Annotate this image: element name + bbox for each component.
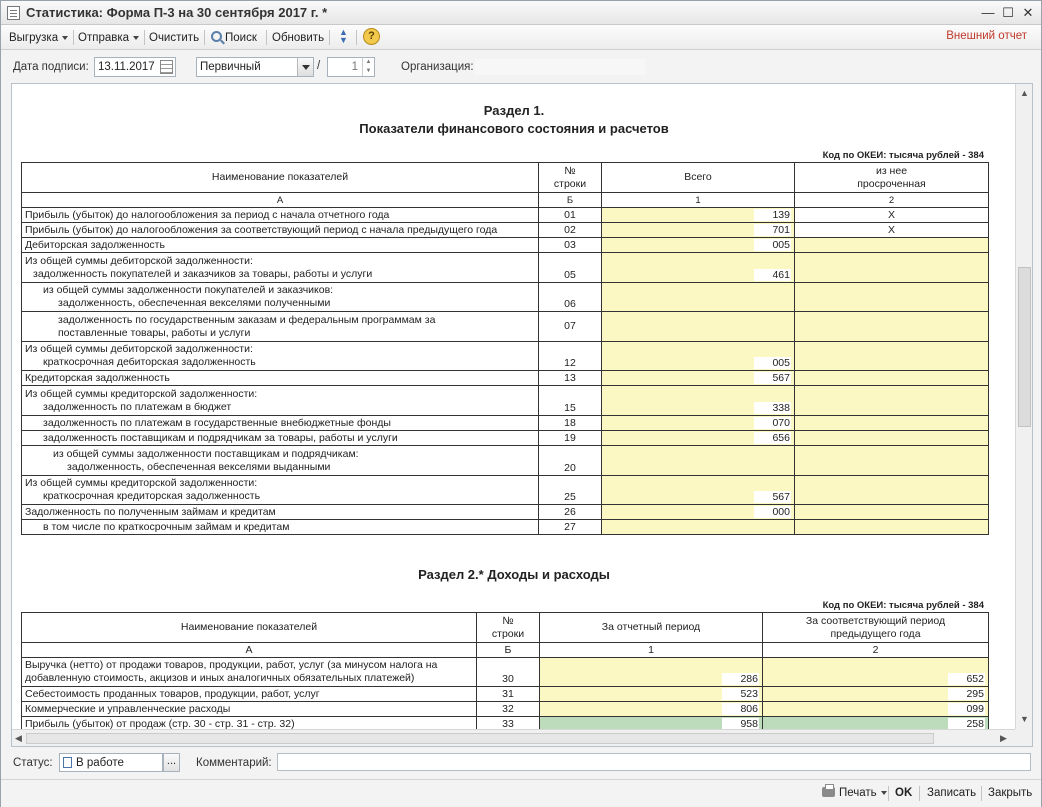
report-type-select[interactable] xyxy=(196,57,314,77)
table-header-row xyxy=(22,163,989,193)
print-menu-button[interactable] xyxy=(822,787,887,799)
save-button[interactable]: Записать xyxy=(927,787,977,799)
row-total-cell[interactable] xyxy=(602,505,795,520)
row-total-cell[interactable] xyxy=(602,386,795,416)
row-current-cell xyxy=(540,717,763,731)
row-name: задолженность поставщикам и подрядчикам за товары, работы и услуги xyxy=(22,431,539,446)
row-name xyxy=(22,283,539,312)
header-name: Наименование показателей xyxy=(22,163,539,193)
close-button[interactable]: Закрыть xyxy=(988,787,1033,799)
row-total-value: 567 xyxy=(754,491,791,503)
table-row xyxy=(22,446,989,476)
row-name: Коммерческие и управленческие расходы xyxy=(22,702,477,717)
print-label: Печать xyxy=(839,787,877,799)
external-report-link[interactable]: Внешний отчет xyxy=(946,30,1027,42)
letter-2: 2 xyxy=(763,643,989,658)
row-total-value: 461 xyxy=(754,269,791,281)
table-row xyxy=(22,238,989,253)
header-prev xyxy=(763,613,989,643)
scroll-left-icon[interactable]: ◀ xyxy=(15,733,22,743)
row-code: 25 xyxy=(539,476,602,505)
section2-okei: Код по ОКЕИ: тысяча рублей - 384 xyxy=(822,600,984,611)
row-name-line2: задолженность, обеспеченная векселями полученными xyxy=(58,297,331,309)
toolbar-divider xyxy=(73,30,74,45)
vertical-scrollbar[interactable] xyxy=(1015,84,1032,730)
table-row xyxy=(22,505,989,520)
status-select-button[interactable]: ... xyxy=(163,753,180,772)
document-icon xyxy=(63,757,72,768)
search-button[interactable] xyxy=(211,29,257,47)
row-code: 32 xyxy=(477,702,540,717)
row-total-value: 701 xyxy=(754,224,791,236)
row-total-cell[interactable] xyxy=(602,446,795,476)
row-overdue-cell[interactable] xyxy=(795,476,989,505)
correction-number-field[interactable] xyxy=(327,57,375,77)
horizontal-scroll-thumb[interactable] xyxy=(26,733,934,744)
chevron-down-icon xyxy=(133,36,139,40)
row-overdue-cell[interactable] xyxy=(795,386,989,416)
row-prev-value: 652 xyxy=(948,673,985,685)
row-prev-cell[interactable] xyxy=(763,658,989,687)
row-total-cell[interactable] xyxy=(602,312,795,342)
table-row xyxy=(22,431,989,446)
row-name xyxy=(22,312,539,342)
row-total-cell[interactable] xyxy=(602,371,795,386)
row-overdue-cell[interactable] xyxy=(795,371,989,386)
export-menu-button[interactable] xyxy=(9,29,68,47)
letter-1: 1 xyxy=(540,643,763,658)
table-row xyxy=(22,253,989,283)
row-code: 13 xyxy=(539,371,602,386)
toolbar xyxy=(1,25,1041,50)
row-code: 30 xyxy=(477,658,540,687)
row-code: 06 xyxy=(539,283,602,312)
row-overdue-cell[interactable] xyxy=(795,253,989,283)
letter-a: А xyxy=(22,193,539,208)
bottom-divider xyxy=(919,786,920,801)
row-name-line2: задолженность по платежам в бюджет xyxy=(43,400,232,413)
row-name xyxy=(22,342,539,371)
row-current-cell[interactable] xyxy=(540,702,763,717)
scroll-down-icon[interactable]: ▼ xyxy=(1020,714,1029,724)
row-code: 02 xyxy=(539,223,602,238)
row-current-value: 806 xyxy=(722,703,759,715)
toolbar-divider xyxy=(356,30,357,45)
status-value: В работе xyxy=(76,757,124,769)
row-overdue-cell: X xyxy=(795,223,989,238)
table-row xyxy=(22,283,989,312)
sign-date-value: 13.11.2017 xyxy=(98,61,155,73)
row-name-line2: задолженность, обеспеченная векселями выданными xyxy=(67,460,331,473)
row-code: 01 xyxy=(539,208,602,223)
row-code: 26 xyxy=(539,505,602,520)
report-document-frame xyxy=(11,83,1033,747)
scroll-up-icon[interactable]: ▲ xyxy=(1020,88,1029,98)
scroll-right-icon[interactable]: ▶ xyxy=(1000,733,1007,743)
section1-subtitle: Показатели финансового состояния и расчетов xyxy=(359,121,669,136)
toolbar-divider xyxy=(144,30,145,45)
row-total-cell[interactable] xyxy=(602,253,795,283)
row-total-value: 005 xyxy=(754,239,791,251)
header-overdue-2: просроченная xyxy=(857,177,926,190)
row-total-value: 139 xyxy=(754,209,791,221)
row-current-value: 523 xyxy=(722,688,759,700)
row-total-cell[interactable] xyxy=(602,223,795,238)
send-label: Отправка xyxy=(78,32,130,44)
row-name-line1: Выручка (нетто) от продажи товаров, продукции, работ, услуг (за минусом налога на xyxy=(25,659,438,671)
table-row xyxy=(22,702,989,717)
table-row xyxy=(22,208,989,223)
row-current-value: 286 xyxy=(722,673,759,685)
table-row xyxy=(22,416,989,431)
row-name xyxy=(22,253,539,283)
row-name: Задолженность по полученным займам и кредитам xyxy=(22,505,539,520)
row-code: 18 xyxy=(539,416,602,431)
row-overdue-cell[interactable] xyxy=(795,238,989,253)
bottom-command-bar xyxy=(1,779,1041,807)
title-bar xyxy=(1,1,1041,25)
row-current-cell[interactable] xyxy=(540,687,763,702)
row-name-line1: Из общей суммы дебиторской задолженности: xyxy=(25,254,253,267)
row-total-cell[interactable] xyxy=(602,283,795,312)
row-code: 12 xyxy=(539,342,602,371)
clear-button[interactable]: Очистить xyxy=(149,32,200,44)
row-name: Себестоимость проданных товаров, продукции, работ, услуг xyxy=(22,687,477,702)
row-overdue-cell[interactable] xyxy=(795,505,989,520)
row-name: Дебиторская задолженность xyxy=(22,238,539,253)
header-overdue-1: из нее xyxy=(875,164,908,177)
ok-button[interactable]: OK xyxy=(895,787,913,799)
vertical-scroll-thumb[interactable] xyxy=(1018,267,1031,427)
table-row xyxy=(22,476,989,505)
row-prev-value: 295 xyxy=(948,688,985,700)
table-row xyxy=(22,312,989,342)
letter-2: 2 xyxy=(795,193,989,208)
letter-a: А xyxy=(22,643,477,658)
table-letter-row xyxy=(22,643,989,658)
row-overdue-cell[interactable] xyxy=(795,342,989,371)
letter-1: 1 xyxy=(602,193,795,208)
row-name: Прибыль (убыток) от продаж (стр. 30 - стр. 31 - стр. 32) xyxy=(22,717,477,731)
row-prev-value: 258 xyxy=(948,718,985,730)
row-name-line1: из общей суммы задолженности покупателей и заказчиков: xyxy=(43,284,334,296)
row-total-cell[interactable] xyxy=(602,208,795,223)
row-name: в том числе по краткосрочным займам и кредитам xyxy=(22,520,539,535)
document-icon xyxy=(7,6,20,20)
section2-title: Раздел 2.* Доходы и расходы xyxy=(418,567,610,582)
header-prev-1: За соответствующий период xyxy=(805,614,946,627)
toolbar-divider xyxy=(329,30,330,45)
row-name-line2: задолженность покупателей и заказчиков за товары, работы и услуги xyxy=(33,267,373,280)
section2-table xyxy=(21,612,989,730)
row-total-cell[interactable] xyxy=(602,431,795,446)
table-row xyxy=(22,342,989,371)
spinner-icon[interactable]: ▲ ▼ xyxy=(362,58,374,76)
table-letter-row xyxy=(22,193,989,208)
report-type-value: Первичный xyxy=(200,61,261,73)
export-label: Выгрузка xyxy=(9,32,59,44)
correction-number-value: 1 xyxy=(351,61,358,73)
table-row xyxy=(22,717,989,731)
section1-title: Раздел 1. xyxy=(483,103,545,118)
header-line-no-1: № xyxy=(564,164,576,177)
header-line-no xyxy=(477,613,540,643)
row-code: 31 xyxy=(477,687,540,702)
scroll-corner xyxy=(1015,729,1032,746)
sign-date-label: Дата подписи: xyxy=(13,61,89,73)
row-name-line2: краткосрочная кредиторская задолженность xyxy=(43,490,261,502)
row-total-cell[interactable] xyxy=(602,238,795,253)
row-total-value: 567 xyxy=(754,372,791,384)
row-current-cell[interactable] xyxy=(540,658,763,687)
table-row xyxy=(22,371,989,386)
report-document xyxy=(12,84,1016,730)
row-name xyxy=(22,658,477,687)
header-current: За отчетный период xyxy=(540,613,763,643)
row-total-cell[interactable] xyxy=(602,476,795,505)
row-prev-cell[interactable] xyxy=(763,687,989,702)
minimize-icon[interactable]: — xyxy=(981,5,995,20)
toolbar-divider xyxy=(266,30,267,45)
row-code: 27 xyxy=(539,520,602,535)
row-total-value: 000 xyxy=(754,506,791,518)
row-overdue-cell[interactable] xyxy=(795,446,989,476)
row-code: 20 xyxy=(539,446,602,476)
chevron-down-icon xyxy=(881,791,887,795)
row-name xyxy=(22,446,539,476)
row-name: задолженность по платежам в государственные внебюджетные фонды xyxy=(22,416,539,431)
row-name-line1: Из общей суммы кредиторской задолженности: xyxy=(25,387,258,400)
header-total: Всего xyxy=(602,163,795,193)
row-code: 19 xyxy=(539,431,602,446)
search-icon xyxy=(211,31,222,42)
table-row xyxy=(22,658,989,687)
row-name-line2: краткосрочная дебиторская задолженность xyxy=(43,356,256,368)
row-prev-cell xyxy=(763,717,989,731)
header-name: Наименование показателей xyxy=(22,613,477,643)
row-total-value: 656 xyxy=(754,432,791,444)
row-total-cell[interactable] xyxy=(602,520,795,535)
printer-icon xyxy=(822,787,835,797)
header-overdue xyxy=(795,163,989,193)
row-overdue-cell[interactable] xyxy=(795,283,989,312)
organization-field[interactable] xyxy=(475,59,645,75)
header-line-no-1: № xyxy=(502,614,514,627)
letter-b: Б xyxy=(477,643,540,658)
letter-b: Б xyxy=(539,193,602,208)
status-field[interactable] xyxy=(59,753,163,772)
close-icon[interactable]: ✕ xyxy=(1022,5,1034,20)
row-total-value: 070 xyxy=(754,417,791,429)
row-current-value: 958 xyxy=(722,718,759,730)
row-overdue-cell[interactable] xyxy=(795,520,989,535)
row-overdue-cell[interactable] xyxy=(795,416,989,431)
row-name-line1: задолженность по государственным заказам и федеральным программам за xyxy=(58,313,436,326)
help-icon[interactable]: ? xyxy=(363,28,380,45)
row-overdue-cell: X xyxy=(795,208,989,223)
row-name-line2: поставленные товары, работы и услуги xyxy=(58,326,251,339)
organization-label: Организация: xyxy=(401,61,474,73)
row-name xyxy=(22,386,539,416)
row-name: Кредиторская задолженность xyxy=(22,371,539,386)
row-name xyxy=(22,476,539,505)
row-overdue-cell[interactable] xyxy=(795,312,989,342)
row-code: 05 xyxy=(539,253,602,283)
bottom-divider xyxy=(981,786,982,801)
row-code: 03 xyxy=(539,238,602,253)
row-code: 07 xyxy=(539,312,602,342)
table-header-row xyxy=(22,613,989,643)
comment-input[interactable] xyxy=(277,753,1031,771)
row-name-line2: добавленную стоимость, акцизов и иных аналогичных обязательных платежей) xyxy=(25,672,415,684)
horizontal-scrollbar[interactable] xyxy=(12,729,1016,746)
chevron-down-icon[interactable] xyxy=(297,58,313,76)
header-line-no-2: строки xyxy=(491,627,525,640)
row-name: Прибыль (убыток) до налогообложения за период с начала отчетного года xyxy=(22,208,539,223)
send-menu-button[interactable] xyxy=(78,29,139,47)
row-code: 15 xyxy=(539,386,602,416)
comment-label: Комментарий: xyxy=(196,757,272,769)
window-title: Статистика: Форма П-3 на 30 сентября 2017 г. * xyxy=(26,5,328,20)
expand-collapse-icon[interactable]: ▲ ▼ xyxy=(339,27,348,45)
row-total-value: 005 xyxy=(754,357,791,369)
section1-okei: Код по ОКЕИ: тысяча рублей - 384 xyxy=(822,150,984,161)
row-prev-value: 099 xyxy=(948,703,985,715)
bottom-divider xyxy=(888,786,889,801)
row-name-line1: Из общей суммы кредиторской задолженности: xyxy=(25,477,258,489)
table-row xyxy=(22,386,989,416)
header-line-no xyxy=(539,163,602,193)
header-prev-2: предыдущего года xyxy=(830,627,921,640)
toolbar-divider xyxy=(204,30,205,45)
row-name-line1: Из общей суммы дебиторской задолженности: xyxy=(25,343,253,355)
section1-table xyxy=(21,162,989,535)
row-overdue-cell[interactable] xyxy=(795,431,989,446)
sign-date-field[interactable] xyxy=(94,57,176,77)
refresh-button[interactable]: Обновить xyxy=(272,32,325,44)
status-label: Статус: xyxy=(13,757,53,769)
slash-separator: / xyxy=(317,60,321,72)
row-code: 33 xyxy=(477,717,540,731)
maximize-icon[interactable]: ☐ xyxy=(1002,5,1014,20)
table-row xyxy=(22,687,989,702)
row-prev-cell[interactable] xyxy=(763,702,989,717)
table-row xyxy=(22,223,989,238)
search-label: Поиск xyxy=(225,32,257,44)
row-name: Прибыль (убыток) до налогообложения за соответствующий период с начала предыдущего года xyxy=(22,223,539,238)
table-row xyxy=(22,520,989,535)
row-total-cell[interactable] xyxy=(602,342,795,371)
row-name-line1: из общей суммы задолженности поставщикам и подрядчикам: xyxy=(53,447,359,460)
chevron-down-icon xyxy=(62,36,68,40)
row-total-cell[interactable] xyxy=(602,416,795,431)
calendar-icon[interactable] xyxy=(160,60,173,74)
header-line-no-2: строки xyxy=(553,177,587,190)
row-total-value: 338 xyxy=(754,402,791,414)
